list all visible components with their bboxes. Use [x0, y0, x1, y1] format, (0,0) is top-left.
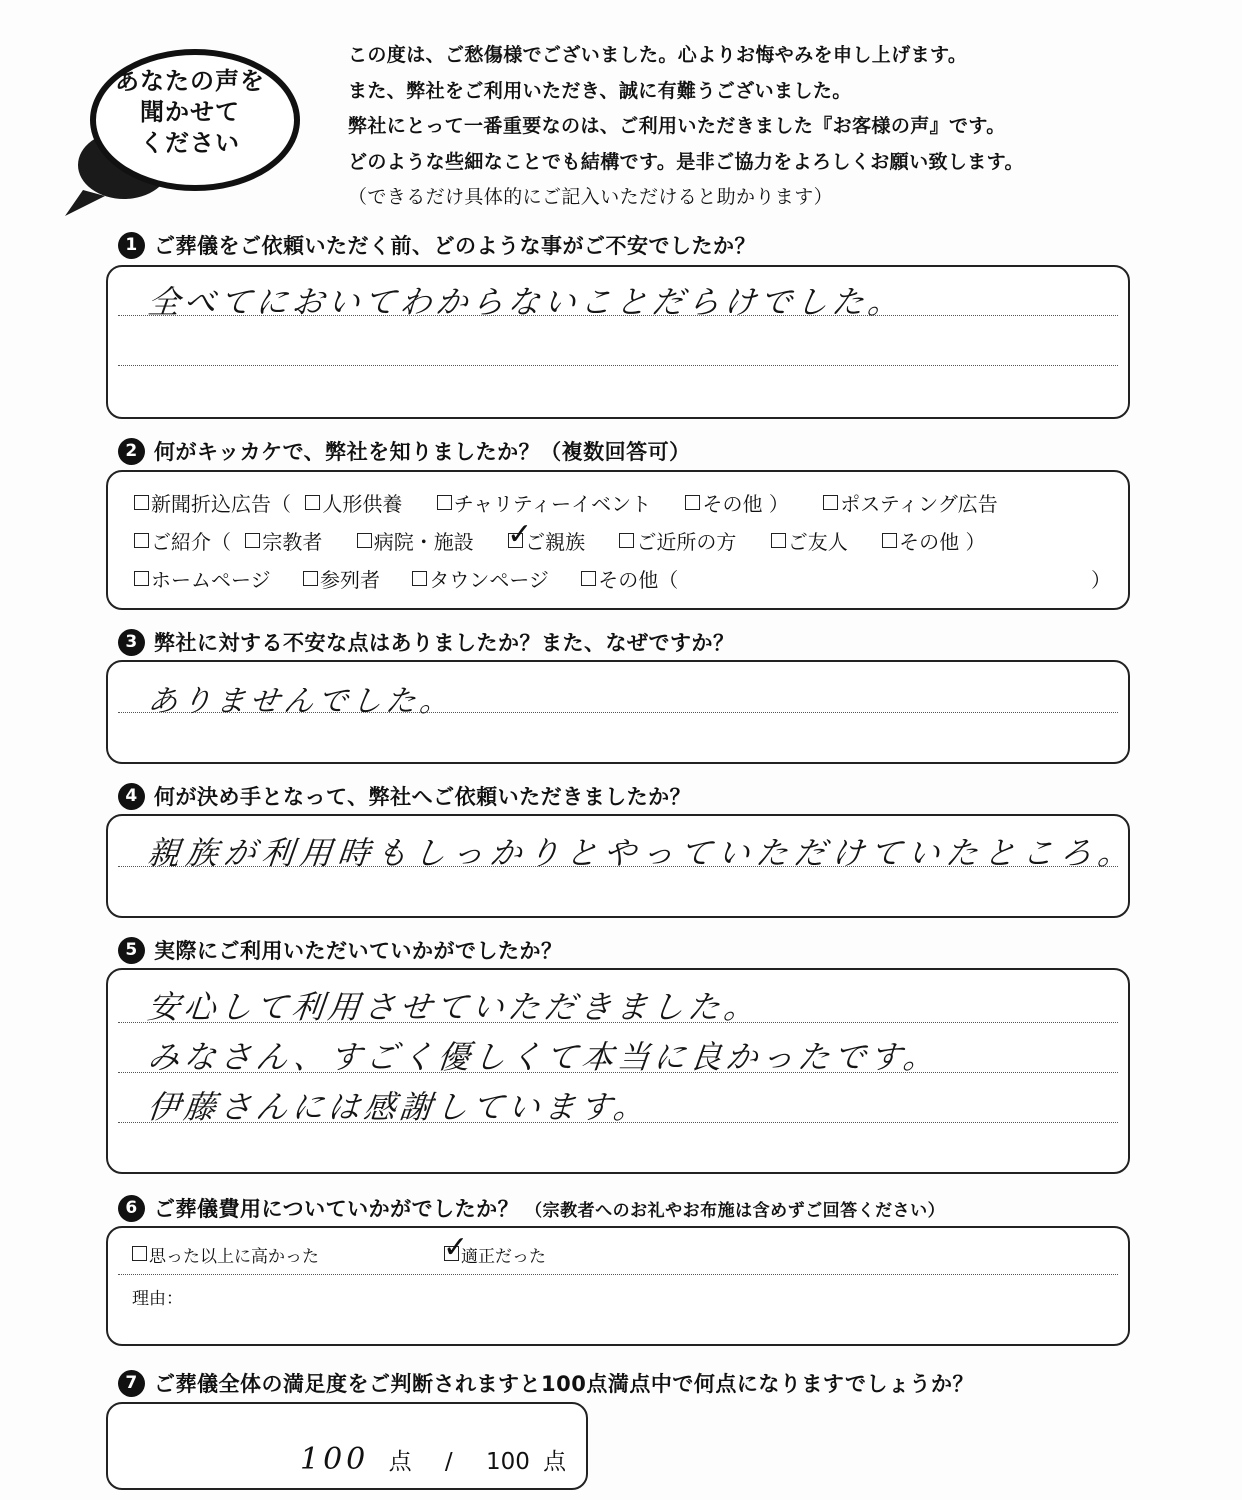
- question-number-badge: 7: [118, 1370, 145, 1397]
- question-5: [118, 935, 563, 965]
- intro-text: [348, 38, 1024, 216]
- option-row-2: [134, 517, 986, 555]
- checkbox[interactable]: [581, 571, 596, 586]
- dotted-line: [118, 365, 1118, 366]
- question-text: ご葬儀をご依頼いただく前、どのような事がご不安でしたか？: [154, 234, 756, 258]
- option-other-2[interactable]: その他 ）: [882, 526, 985, 555]
- checkbox[interactable]: [303, 571, 318, 586]
- checkmark-icon: ✓: [507, 517, 533, 552]
- option-doll-memorial[interactable]: 人形供養: [305, 488, 402, 517]
- answer-box-1[interactable]: [106, 265, 1130, 419]
- score-display: [300, 1442, 566, 1477]
- handwritten-answer: 安心して利用させていただきました。: [145, 988, 762, 1026]
- dotted-line: [118, 1274, 1118, 1275]
- option-row-3: [134, 564, 678, 593]
- option-close-paren: ）: [1091, 568, 1111, 592]
- handwritten-answer: 親族が利用時もしっかりとやっていただけていたところ。: [145, 834, 1138, 872]
- question-text: 実際にご利用いただいていかがでしたか？: [154, 939, 563, 963]
- checkbox[interactable]: [305, 495, 320, 510]
- handwritten-answer: 伊藤さんには感謝しています。: [145, 1088, 652, 1126]
- checkbox[interactable]: [437, 495, 452, 510]
- handwritten-answer: みなさん、すごく優しくて本当に良かったです。: [145, 1038, 942, 1076]
- score-unit: 点: [388, 1449, 412, 1475]
- question-text: 何が決め手となって、弊社へご依頼いただきましたか？: [154, 785, 692, 809]
- option-newspaper[interactable]: 新聞折込広告（: [134, 488, 291, 517]
- checkbox-checked[interactable]: [507, 517, 533, 552]
- option-relatives[interactable]: ✓ ご親族: [507, 517, 586, 554]
- question-text: ご葬儀費用についていかがでしたか？: [154, 1197, 520, 1221]
- score-max: 100: [485, 1449, 530, 1475]
- checkbox[interactable]: [134, 533, 149, 548]
- question-2: [118, 436, 691, 466]
- checkbox[interactable]: [357, 533, 372, 548]
- question-number-badge: 4: [118, 783, 145, 810]
- question-text: 弊社に対する不安な点はありましたか？また、なぜですか？: [154, 631, 735, 655]
- question-4: [118, 781, 691, 811]
- option-hospital[interactable]: 病院・施設: [357, 526, 474, 555]
- question-number-badge: 3: [118, 629, 145, 656]
- checkbox[interactable]: [245, 533, 260, 548]
- bubble-line-2: 聞かせて: [140, 98, 240, 126]
- options-box-2: [106, 470, 1130, 610]
- score-value: 100: [300, 1442, 370, 1477]
- question-text: 何がキッカケで、弊社を知りましたか？（複数回答可）: [154, 440, 691, 464]
- handwritten-answer: 全べてにおいてわからないことだらけでした。: [145, 283, 906, 321]
- checkbox[interactable]: [882, 533, 897, 548]
- score-slash: /: [444, 1449, 453, 1475]
- answer-box-3[interactable]: [106, 660, 1130, 764]
- question-7: [118, 1368, 974, 1398]
- intro-line: （できるだけ具体的にご記入いただけると助かります）: [348, 186, 834, 208]
- checkmark-icon: ✓: [443, 1230, 469, 1265]
- question-3: [118, 627, 735, 657]
- option-friends[interactable]: ご友人: [771, 526, 848, 555]
- question-number-badge: 2: [118, 438, 145, 465]
- checkbox[interactable]: [771, 533, 786, 548]
- score-box[interactable]: [106, 1402, 588, 1490]
- checkbox[interactable]: [685, 495, 700, 510]
- checkbox[interactable]: [619, 533, 634, 548]
- checkbox[interactable]: [412, 571, 427, 586]
- question-note: （宗教者へのお礼やお布施は含めずご回答ください）: [525, 1200, 946, 1221]
- cost-option-appropriate[interactable]: ✓ 適正だった: [443, 1230, 546, 1267]
- answer-box-5[interactable]: [106, 968, 1130, 1174]
- option-homepage[interactable]: ホームページ: [134, 564, 271, 593]
- checkbox-checked[interactable]: [443, 1230, 469, 1265]
- handwritten-answer: ありませんでした。: [145, 684, 456, 719]
- question-number-badge: 6: [118, 1195, 145, 1222]
- option-attendee[interactable]: 参列者: [303, 564, 380, 593]
- option-neighbors[interactable]: ご近所の方: [619, 526, 736, 555]
- option-town-page[interactable]: タウンページ: [412, 564, 549, 593]
- option-religious[interactable]: 宗教者: [245, 526, 322, 555]
- bubble-title: [92, 66, 288, 159]
- intro-line: 弊社にとって一番重要なのは、ご利用いただきました『お客様の声』です。: [348, 115, 1006, 137]
- answer-box-6: [106, 1226, 1130, 1346]
- intro-line: どのような些細なことでも結構です。是非ご協力をよろしくお願い致します。: [348, 150, 1024, 173]
- question-number-badge: 1: [118, 232, 145, 259]
- question-6: [118, 1193, 945, 1223]
- question-1: [118, 230, 756, 260]
- reason-label: 理由：: [132, 1289, 183, 1309]
- checkbox[interactable]: [134, 495, 149, 510]
- bubble-line-1: あなたの声を: [115, 67, 265, 95]
- option-row-1: [134, 488, 998, 517]
- checkbox[interactable]: [134, 571, 149, 586]
- cost-option-expensive[interactable]: 思った以上に高かった: [132, 1242, 319, 1267]
- answer-box-4[interactable]: [106, 814, 1138, 918]
- bubble-line-3: ください: [140, 129, 240, 157]
- question-text: ご葬儀全体の満足度をご判断されますと100点満点中で何点になりますでしょうか？: [154, 1372, 974, 1396]
- checkbox[interactable]: [823, 495, 838, 510]
- option-charity-event[interactable]: チャリティーイベント: [437, 488, 651, 517]
- question-number-badge: 5: [118, 937, 145, 964]
- option-referral[interactable]: ご紹介（: [134, 526, 231, 555]
- option-other-3[interactable]: その他（: [581, 564, 678, 593]
- score-max-unit: 点: [543, 1449, 567, 1475]
- intro-line: また、弊社をご利用いただき、誠に有難うございました。: [348, 79, 852, 102]
- option-posting-ad[interactable]: ポスティング広告: [823, 488, 998, 517]
- intro-line: この度は、ご愁傷様でございました。心よりお悔やみを申し上げます。: [348, 44, 968, 66]
- option-other-1[interactable]: その他 ）: [685, 488, 788, 517]
- checkbox[interactable]: [132, 1246, 147, 1261]
